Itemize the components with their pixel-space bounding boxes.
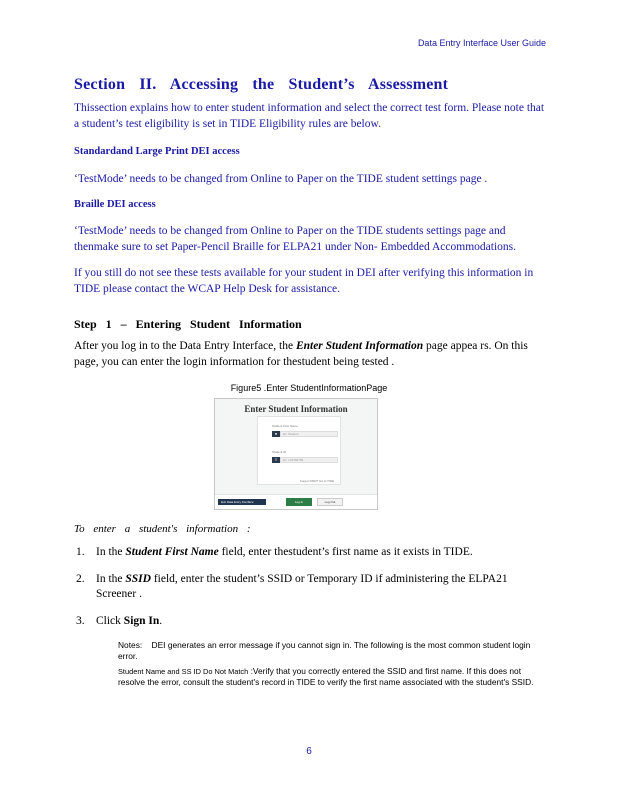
logout-button[interactable]: Log Out [317,498,343,506]
id-card-icon: ≡ [272,457,280,463]
login-card [257,416,341,485]
login-button[interactable]: Log In [286,498,312,506]
list-item [76,545,546,560]
first-name-label: Student First Name [272,424,298,428]
figure-caption: Figure5 .Enter StudentInformationPage [230,383,388,393]
step-1-heading: Step 1 – Entering Student Information [74,317,302,331]
step-1-intro [74,338,546,370]
notes-block [118,640,538,662]
ssid-field[interactable]: Ex: 123456789 [280,457,338,463]
login-error-text: :Verify that you correctly entered the SSID and first name. If this does not resolve the error, consult the student's record in TIDE to verify the first name associated with the student's SSID. [118,666,534,687]
step-intro-page-name: Enter Student Information [295,340,424,352]
list-item [76,614,546,629]
list-number: 1. [76,546,85,558]
list-text: In the SSID field, enter the student’s SSID or Temporary ID if administering the ELPA21 Screener . [96,573,508,600]
braille-access-heading: Braille DEI access [74,199,156,210]
figure-bottom-bar [215,494,377,509]
list-number: 3. [76,615,85,627]
list-number: 2. [76,573,85,585]
section-intro: Thissection explains how to enter student information and select the correct test form. Please note that a student’s test eligibility is set in TIDE Eligibility rules are below. [74,102,545,130]
forgot-ssid-link[interactable]: Forgot SSID? Go to TIDE [300,479,334,483]
section-title: Section II. Accessing the Student’s Assessment [74,76,449,93]
procedure-intro: To enter a student's information : [74,523,251,535]
login-error-block [118,666,538,688]
standard-access-text: ‘TestMode’ needs to be changed from Online to Paper on the TIDE student settings page . [74,173,488,185]
list-item [76,572,546,602]
enter-student-info-screenshot [214,398,378,510]
help-desk-note: If you still do not see these tests available for your student in DEI after verifying this information in TIDE please contact the WCAP Help Desk for assistance. [74,267,534,295]
page-number: 6 [306,746,312,757]
first-name-field[interactable]: Ex: Student [280,431,338,437]
person-icon: ● [272,431,280,437]
figure-page-title: Enter Student Information [244,404,348,414]
ssid-label: Student ID [272,450,287,454]
page-header: Data Entry Interface User Guide [417,38,546,48]
list-text: Click Sign In. [96,615,163,627]
exit-dei-button[interactable]: Exit Data Entry Interface [218,499,266,505]
notes-text: DEI generates an error message if you cannot sign in. The following is the most common student login error. [118,640,531,661]
braille-access-text: ‘TestMode’ needs to be changed from Online to Paper on the TIDE students settings page and thenmake sure to set Paper-Pencil Braille for ELPA21 under Non- Embedded Accommodations. [74,225,516,253]
list-text: In the Student First Name field, enter thestudent’s first name as it exists in TIDE. [96,546,473,558]
notes-label: Notes: [118,640,143,650]
login-error-label: Student Name and SS ID Do Not Match [118,667,249,676]
step-intro-part-a: After you log in to the Data Entry Interface, the [74,340,296,352]
standard-access-heading: Standardand Large Print DEI access [74,146,240,157]
step-intro-part-b: page appea rs. On this page, you can enter the login information for thestudent being tested . [74,340,528,368]
